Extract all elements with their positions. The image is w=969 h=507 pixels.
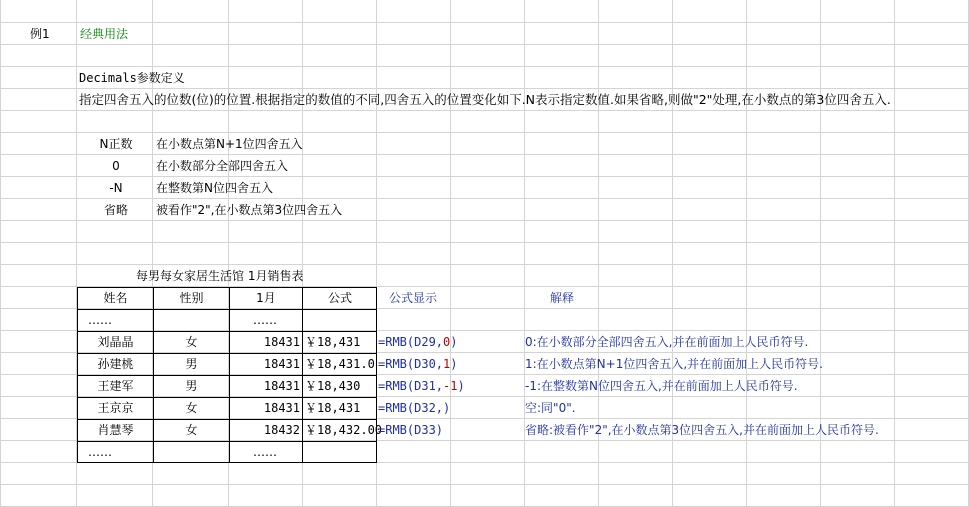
formula-display — [378, 353, 458, 375]
decimals-heading: Decimals参数定义 — [79, 71, 185, 85]
cell-jan: 18431 — [263, 335, 300, 349]
cell-jan: 18431 — [263, 401, 300, 415]
table-header-gender: 性别 — [179, 291, 204, 305]
table-header-formula: 公式 — [327, 291, 352, 305]
formula-close: ) — [443, 401, 451, 415]
rule-key: 省略 — [103, 203, 128, 217]
explanation-header: 解释 — [550, 291, 575, 305]
cell-result: ￥18,431 — [305, 335, 361, 349]
formula-argument: 0 — [443, 335, 451, 349]
formula-close: ) — [450, 357, 458, 371]
cell-jan: 18432 — [263, 423, 300, 437]
ellipsis-cell: …… — [88, 445, 112, 459]
ellipsis-cell: …… — [253, 445, 277, 459]
explanation-text: 省略:被看作"2",在小数点第3位四舍五入,并在前面加上人民币符号. — [525, 423, 879, 437]
cell-gender: 女 — [185, 335, 198, 349]
rule-key: -N — [109, 181, 123, 195]
rule-key: N正数 — [99, 137, 133, 151]
rule-desc: 在整数第N位四舍五入 — [156, 181, 273, 195]
formula-display — [378, 419, 443, 441]
table-header-jan: 1月 — [256, 291, 276, 305]
cell-name: 王京京 — [97, 401, 134, 415]
formula-display-header: 公式显示 — [389, 291, 438, 305]
formula-function: =RMB(D30, — [378, 357, 444, 371]
explanation-text: -1:在整数第N位四舍五入,并在前面加上人民币符号. — [525, 379, 798, 393]
formula-display — [378, 331, 458, 353]
formula-close: ) — [457, 379, 465, 393]
cell-name: 肖慧琴 — [97, 423, 134, 437]
ellipsis-cell: …… — [88, 313, 112, 327]
explanation-text: 空:同"0". — [525, 401, 576, 415]
cell-jan: 18431 — [263, 379, 300, 393]
cell-result: ￥18,431.0 — [305, 357, 375, 371]
cell-gender: 男 — [185, 379, 198, 393]
formula-function: =RMB(D32, — [378, 401, 444, 415]
rule-desc: 在小数部分全部四舍五入 — [156, 159, 289, 173]
formula-function: =RMB(D31, — [378, 379, 444, 393]
formula-display — [378, 375, 465, 397]
example-label: 例1 — [30, 27, 50, 41]
cell-name: 孙建桃 — [97, 357, 134, 371]
formula-argument: -1 — [443, 379, 458, 393]
example-title: 经典用法 — [80, 27, 129, 41]
explanation-text: 1:在小数点第N+1位四舍五入,并在前面加上人民币符号. — [525, 357, 823, 371]
cell-result: ￥18,431 — [305, 401, 361, 415]
table-header-name: 姓名 — [103, 291, 128, 305]
formula-argument: 1 — [443, 357, 451, 371]
decimals-description: 指定四舍五入的位数(位)的位置.根据指定的数值的不同,四舍五入的位置变化如下.N表示指定数值.如果省略,则做"2"处理,在小数点的第3位四舍五入. — [79, 92, 891, 107]
cell-name: 刘晶晶 — [97, 335, 134, 349]
rule-desc: 在小数点第N+1位四舍五入 — [156, 137, 303, 151]
cell-gender: 女 — [185, 423, 198, 437]
formula-close: ) — [450, 335, 458, 349]
cell-result: ￥18,432.00 — [305, 423, 383, 437]
cell-name: 王建军 — [97, 379, 134, 393]
rule-desc: 被看作"2",在小数点第3位四舍五入 — [156, 203, 343, 217]
ellipsis-cell: …… — [253, 313, 277, 327]
explanation-text: 0:在小数部分全部四舍五入,并在前面加上人民币符号. — [525, 335, 809, 349]
rule-key: 0 — [112, 159, 120, 173]
cell-result: ￥18,430 — [305, 379, 361, 393]
cell-gender: 男 — [185, 357, 198, 371]
formula-function: =RMB(D29, — [378, 335, 444, 349]
sales-table-title: 每男每女家居生活馆 1月销售表 — [136, 269, 304, 283]
cell-jan: 18431 — [263, 357, 300, 371]
formula-display — [378, 397, 450, 419]
formula-function: =RMB(D33) — [378, 423, 444, 437]
cell-gender: 女 — [185, 401, 198, 415]
